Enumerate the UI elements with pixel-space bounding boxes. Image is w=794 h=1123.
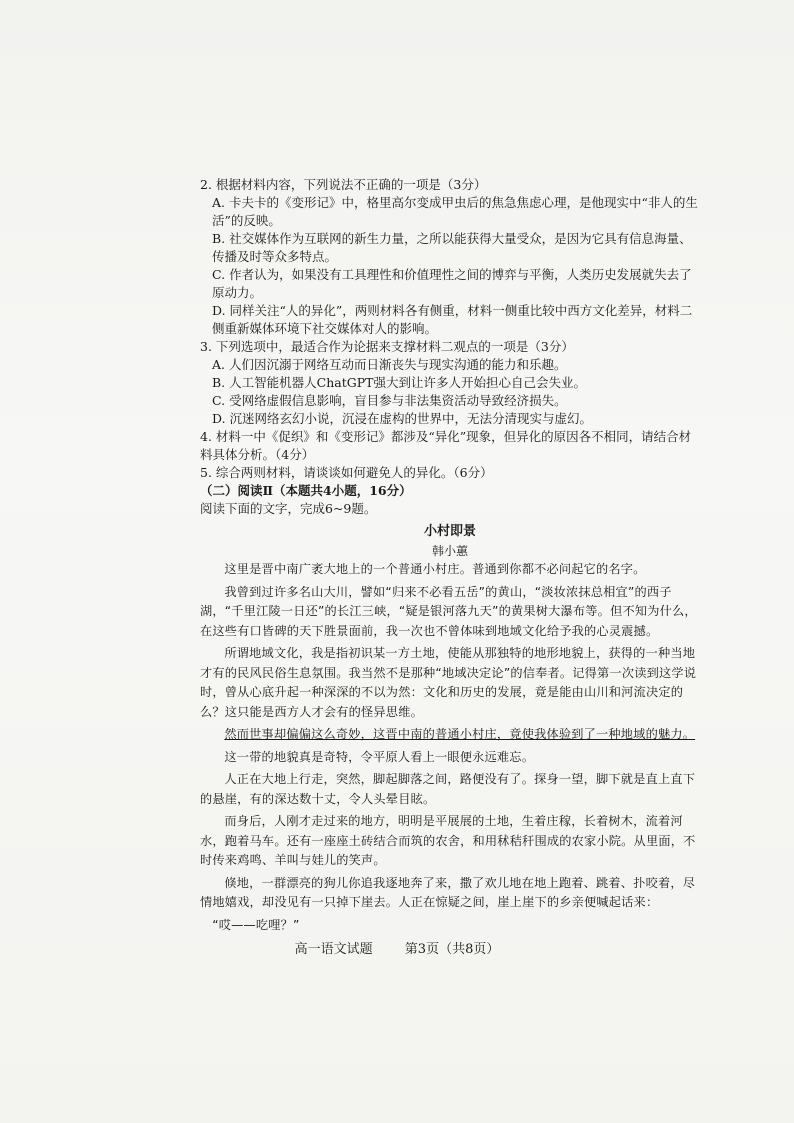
article-author: 韩小蕙 (431, 544, 468, 558)
page-content (200, 176, 700, 938)
question-2-option-a: A. 卡夫卡的《变形记》中，格里高尔变成甲虫后的焦急焦虑心理，是他现实中“非人的生活”的反映。 (212, 195, 698, 228)
question-3-stem: 3. 下列选项中，最适合作为论据来支撑材料二观点的一项是（3分） (200, 339, 574, 354)
article-paragraph: 人正在大地上行走，突然，脚起脚落之间，路便没有了。探身一望，脚下就是直上直下的悬崖，有的深达数十丈，令人头晕目眩。 (200, 772, 696, 806)
question-4: 4. 材料一中《促织》和《变形记》都涉及“异化”现象，但异化的原因各不相同，请结合材料具体分析。（4分） (200, 429, 692, 462)
footer-subject: 高一语文试题 (294, 942, 373, 957)
footer-page-number: 第3页（共8页） (404, 942, 500, 957)
question-3-option-d: D. 沉迷网络玄幻小说，沉浸在虚构的世界中，无法分清现实与虚幻。 (212, 411, 593, 426)
article-paragraph: 所谓地域文化，我是指初识某一方土地，使能从那独特的地形地貌上，获得的一种当地才有的民风民俗生息氛围。我当然不是那种“地域决定论”的信奉者。记得第一次读到这学说时，曾从心底升起一种深深的不以为然：文化和历史的发展，竟是能由山川和河流决定的么？这只能是西方人才会有的怪异思维。 (200, 646, 697, 719)
reading-instruction: 阅读下面的文字，完成6~9题。 (200, 501, 377, 516)
article-paragraph: 这里是晋中南广袤大地上的一个普通小村庄。普通到你都不必问起它的名字。 (224, 562, 646, 576)
article-paragraph: 倏地，一群漂亮的狗儿你追我逐地奔了来，撒了欢儿地在地上跑着、跳着、扑咬着，尽情地嬉戏，却没见有一只掉下崖去。人正在惊疑之间，崖上崖下的乡亲便喊起话来： (200, 875, 696, 909)
section-2-heading: （二）阅读Ⅱ（本题共4小题，16分） (200, 483, 412, 498)
question-3-option-b: B. 人工智能机器人ChatGPT强大到让许多人开始担心自己会失业。 (212, 375, 586, 390)
question-2-stem: 2. 根据材料内容，下列说法不正确的一项是（3分） (200, 177, 487, 192)
question-5: 5. 综合两则材料，请谈谈如何避免人的异化。（6分） (200, 465, 493, 480)
article-paragraph-underlined: 然而世事却偏偏这么奇妙，这晋中南的普通小村庄，竟使我体验到了一种地域的魅力。 (224, 727, 696, 741)
page-footer (0, 938, 794, 957)
article-paragraph: 这一带的地貌真是奇特，令平原人看上一眼便永远难忘。 (224, 749, 535, 764)
article-title: 小村即景 (423, 524, 476, 539)
question-2-option-c: C. 作者认为，如果没有工具理性和价值理性之间的博弈与平衡，人类历史发展就失去了原动力。 (212, 267, 692, 300)
question-2-option-b: B. 社交媒体作为互联网的新生力量，之所以能获得大量受众，是因为它具有信息海量、传播及时等众多特点。 (212, 231, 692, 264)
article-paragraph: 而身后，人刚才走过来的地方，明明是平展展的土地，生着庄稼，长着树木，流着河水，跑着马车。还有一座座土砖结合而筑的农舍，和用秫秸秆围成的农家小院。从里面，不时传来鸡鸣、羊叫与娃儿的笑声。 (200, 814, 696, 867)
article-paragraph: “哎——吃哩？” (212, 917, 300, 932)
question-3-option-a: A. 人们因沉溺于网络互动而日渐丧失与现实沟通的能力和乐趣。 (212, 357, 567, 372)
question-2-option-d: D. 同样关注“人的异化”，两则材料各有侧重，材料一侧重比较中西方文化差异，材料二侧重新媒体环境下社交媒体对人的影响。 (212, 303, 693, 336)
question-3-option-c: C. 受网络虚假信息影响，盲目参与非法集资活动导致经济损失。 (212, 393, 567, 408)
article-paragraph: 我曾到过许多名山大川，譬如“归来不必看五岳”的黄山，“淡妆浓抹总相宜”的西子湖，“千里江陵一日还”的长江三峡，“疑是银河落九天”的黄果树大瀑布等。但不知为什么，在这些有口皆碑的天下胜景面前，我一次也不曾体味到地域文化给予我的心灵震撼。 (200, 584, 697, 638)
